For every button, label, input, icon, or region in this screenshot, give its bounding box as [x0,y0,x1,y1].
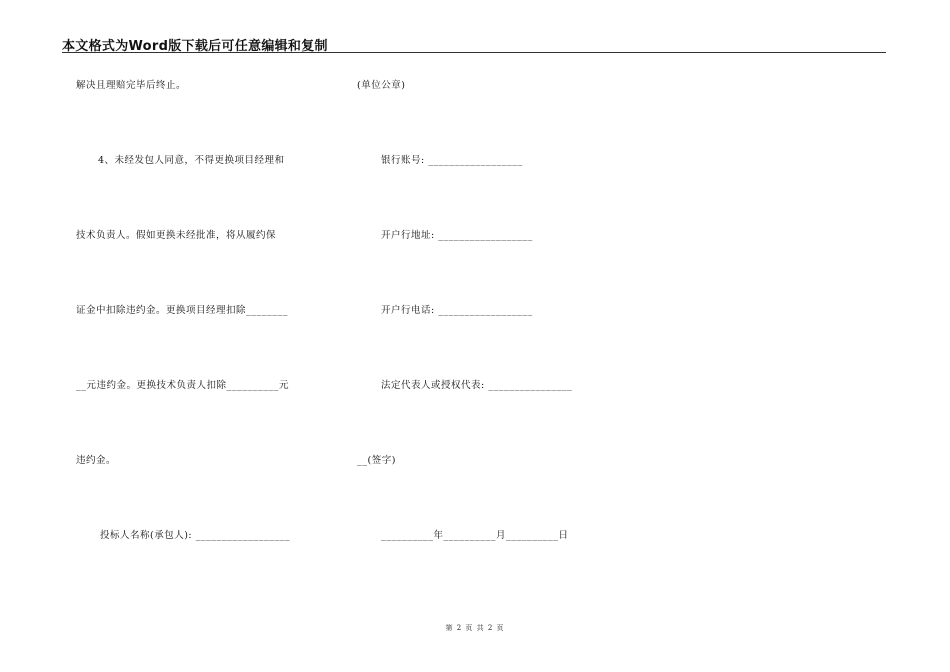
bank-phone-line: 开户行电话: __________________ [381,305,533,316]
left-line-2: 4、未经发包人同意，不得更换项目经理和 [98,155,285,166]
bidder-name-line: 投标人名称(承包人): __________________ [100,530,291,541]
bank-account-line: 银行账号: __________________ [381,155,523,166]
signature-line: __(签字) [357,455,396,466]
header-divider [62,52,886,53]
page-number-footer: 第 2 页 共 2 页 [445,624,505,632]
bank-address-line: 开户行地址: __________________ [381,230,533,241]
left-line-6: 违约金。 [76,455,117,466]
document-header-title: 本文格式为Word版下载后可任意编辑和复制 [62,39,328,54]
date-line: __________年__________月__________日 [381,530,569,541]
left-line-4: 证金中扣除违约金。更换项目经理扣除________ [76,305,289,316]
left-line-3: 技术负责人。假如更换未经批准，将从履约保 [76,230,277,241]
left-line-1: 解决且理赔完毕后终止。 [76,80,187,91]
left-line-5: __元违约金。更换技术负责人扣除__________元 [76,380,290,391]
legal-representative-line: 法定代表人或授权代表: ________________ [381,380,573,391]
unit-seal-label: (单位公章) [357,80,406,91]
